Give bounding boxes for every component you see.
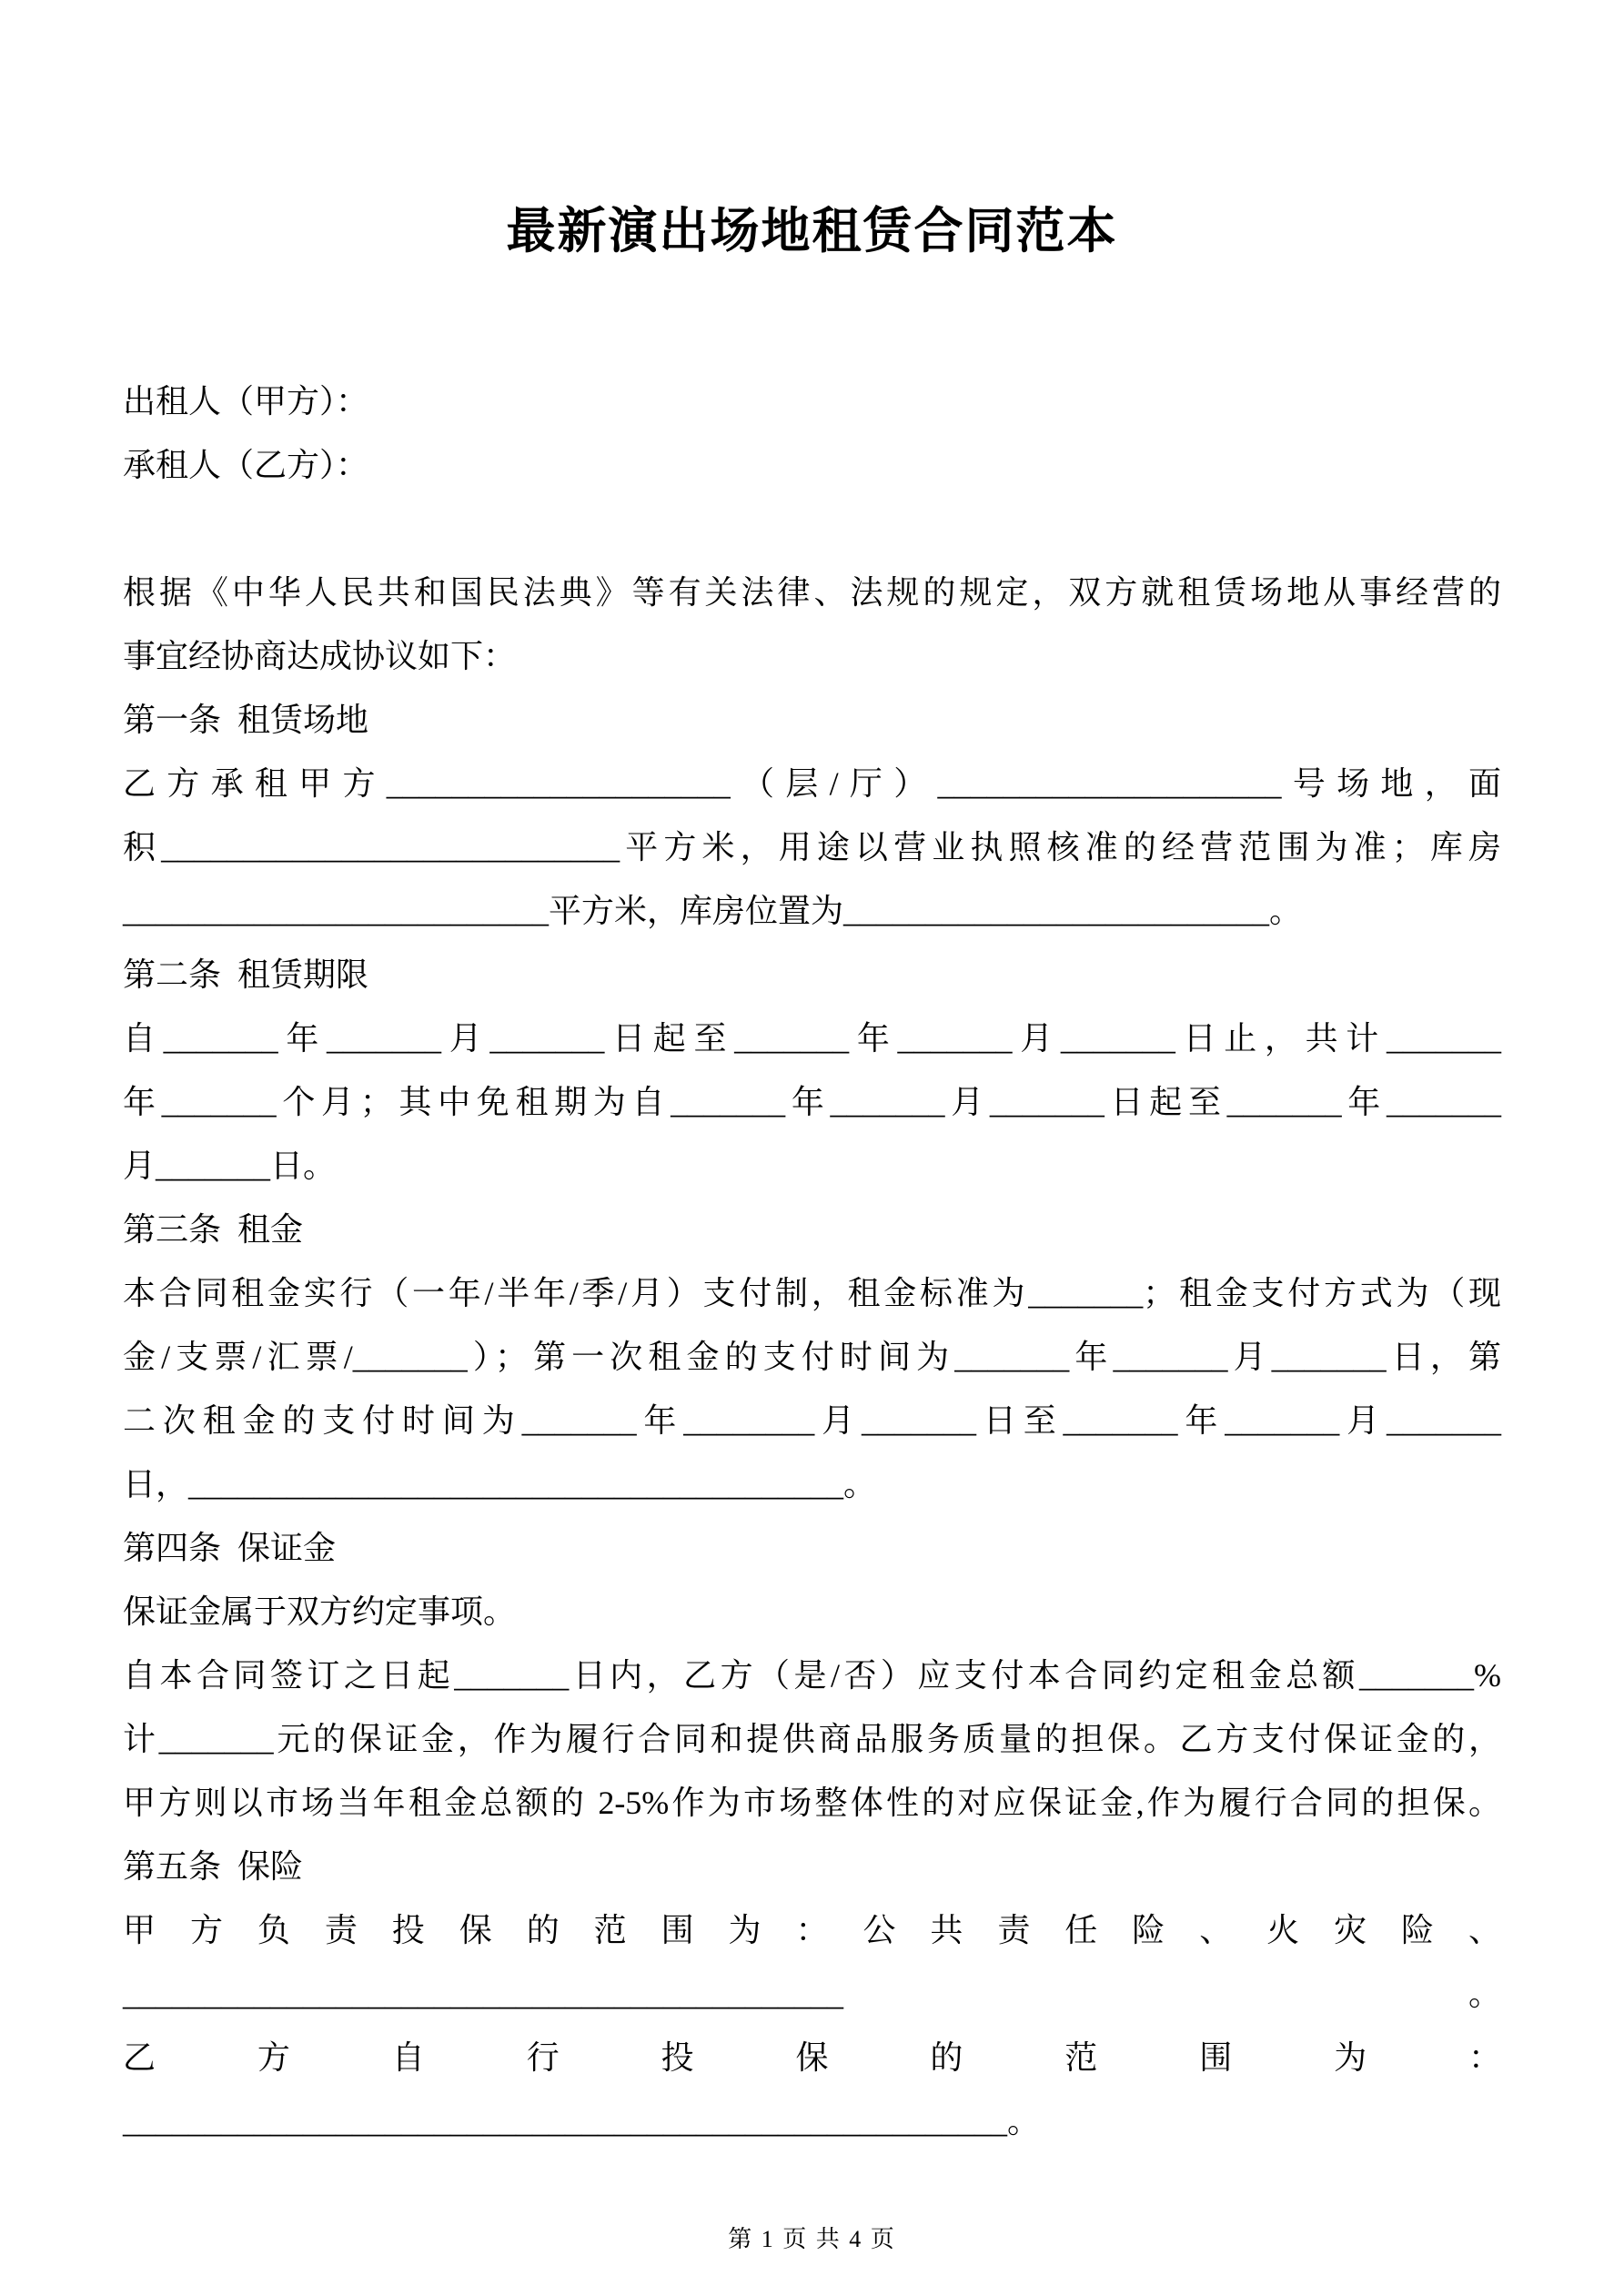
article-5-line-1: 甲方负责投保的范围为：公共责任险、火灾险、____________________________________________。 (123, 1912, 1501, 2012)
article-4-line-2: 自本合同签订之日起_______日内，乙方（是/否）应支付本合同约定租金总额_______% (123, 1657, 1501, 1694)
article-3-line-2: 金/支票/汇票/_______）；第一次租金的支付时间为_______年_______月_______日，第 (123, 1339, 1501, 1375)
article-4-line-1: 保证金属于双方约定事项。 (123, 1593, 517, 1630)
article-5-line-3: ______________________________________________________。 (123, 2103, 1040, 2139)
article-1-heading: 第一条 租赁场地 (123, 702, 369, 738)
page-number: 第 1 页 共 4 页 (728, 2226, 896, 2252)
article-4-heading: 第四条 保证金 (123, 1530, 337, 1566)
party-b-line: 承租人（乙方）： (123, 447, 369, 483)
article-2-line-3: 月_______日。 (123, 1148, 337, 1184)
article-5-line-2: 乙方自行投保的范围为： (123, 2039, 1501, 2076)
party-a-line: 出租人（甲方）： (123, 383, 369, 420)
article-2-heading: 第二条 租赁期限 (123, 956, 369, 993)
article-3-line-4: 日，________________________________________。 (123, 1466, 876, 1502)
page-title: 最新演出场地租赁合同范本 (506, 204, 1118, 258)
blank-line (123, 497, 1501, 561)
preamble-line-2: 事宜经协商达成协议如下： (123, 638, 517, 674)
article-5-heading: 第五条 保险 (123, 1848, 304, 1885)
article-3-line-1: 本合同租金实行（一年/半年/季/月）支付制，租金标准为_______；租金支付方式为（现 (123, 1275, 1501, 1311)
article-3-heading: 第三条 租金 (123, 1211, 304, 1248)
article-1-line-1: 乙方承租甲方_____________________（层/厅）_____________________号场地，面 (123, 765, 1501, 802)
preamble-line-1: 根据《中华人民共和国民法典》等有关法律、法规的规定，双方就租赁场地从事经营的 (123, 574, 1501, 611)
article-3-line-3: 二次租金的支付时间为_______年________月_______日至_______年_______月_______ (123, 1402, 1501, 1439)
article-1-line-3: __________________________平方米，库房位置为__________________________。 (123, 893, 1303, 929)
article-4-line-3: 计_______元的保证金，作为履行合同和提供商品服务质量的担保。乙方支付保证金的， (123, 1721, 1501, 1757)
article-2-line-1: 自_______年_______月_______日起至_______年_______月_______日止，共计_______ (123, 1020, 1501, 1057)
article-4-line-4: 甲方则以市场当年租金总额的 2-5%作为市场整体性的对应保证金,作为履行合同的担保。 (123, 1785, 1501, 1821)
article-2-line-2: 年_______个月；其中免租期为自_______年_______月_______日起至_______年_______ (123, 1084, 1501, 1120)
article-1-line-2: 积____________________________平方米，用途以营业执照核准的经营范围为准；库房 (123, 829, 1501, 865)
contract-body (123, 260, 1501, 2153)
